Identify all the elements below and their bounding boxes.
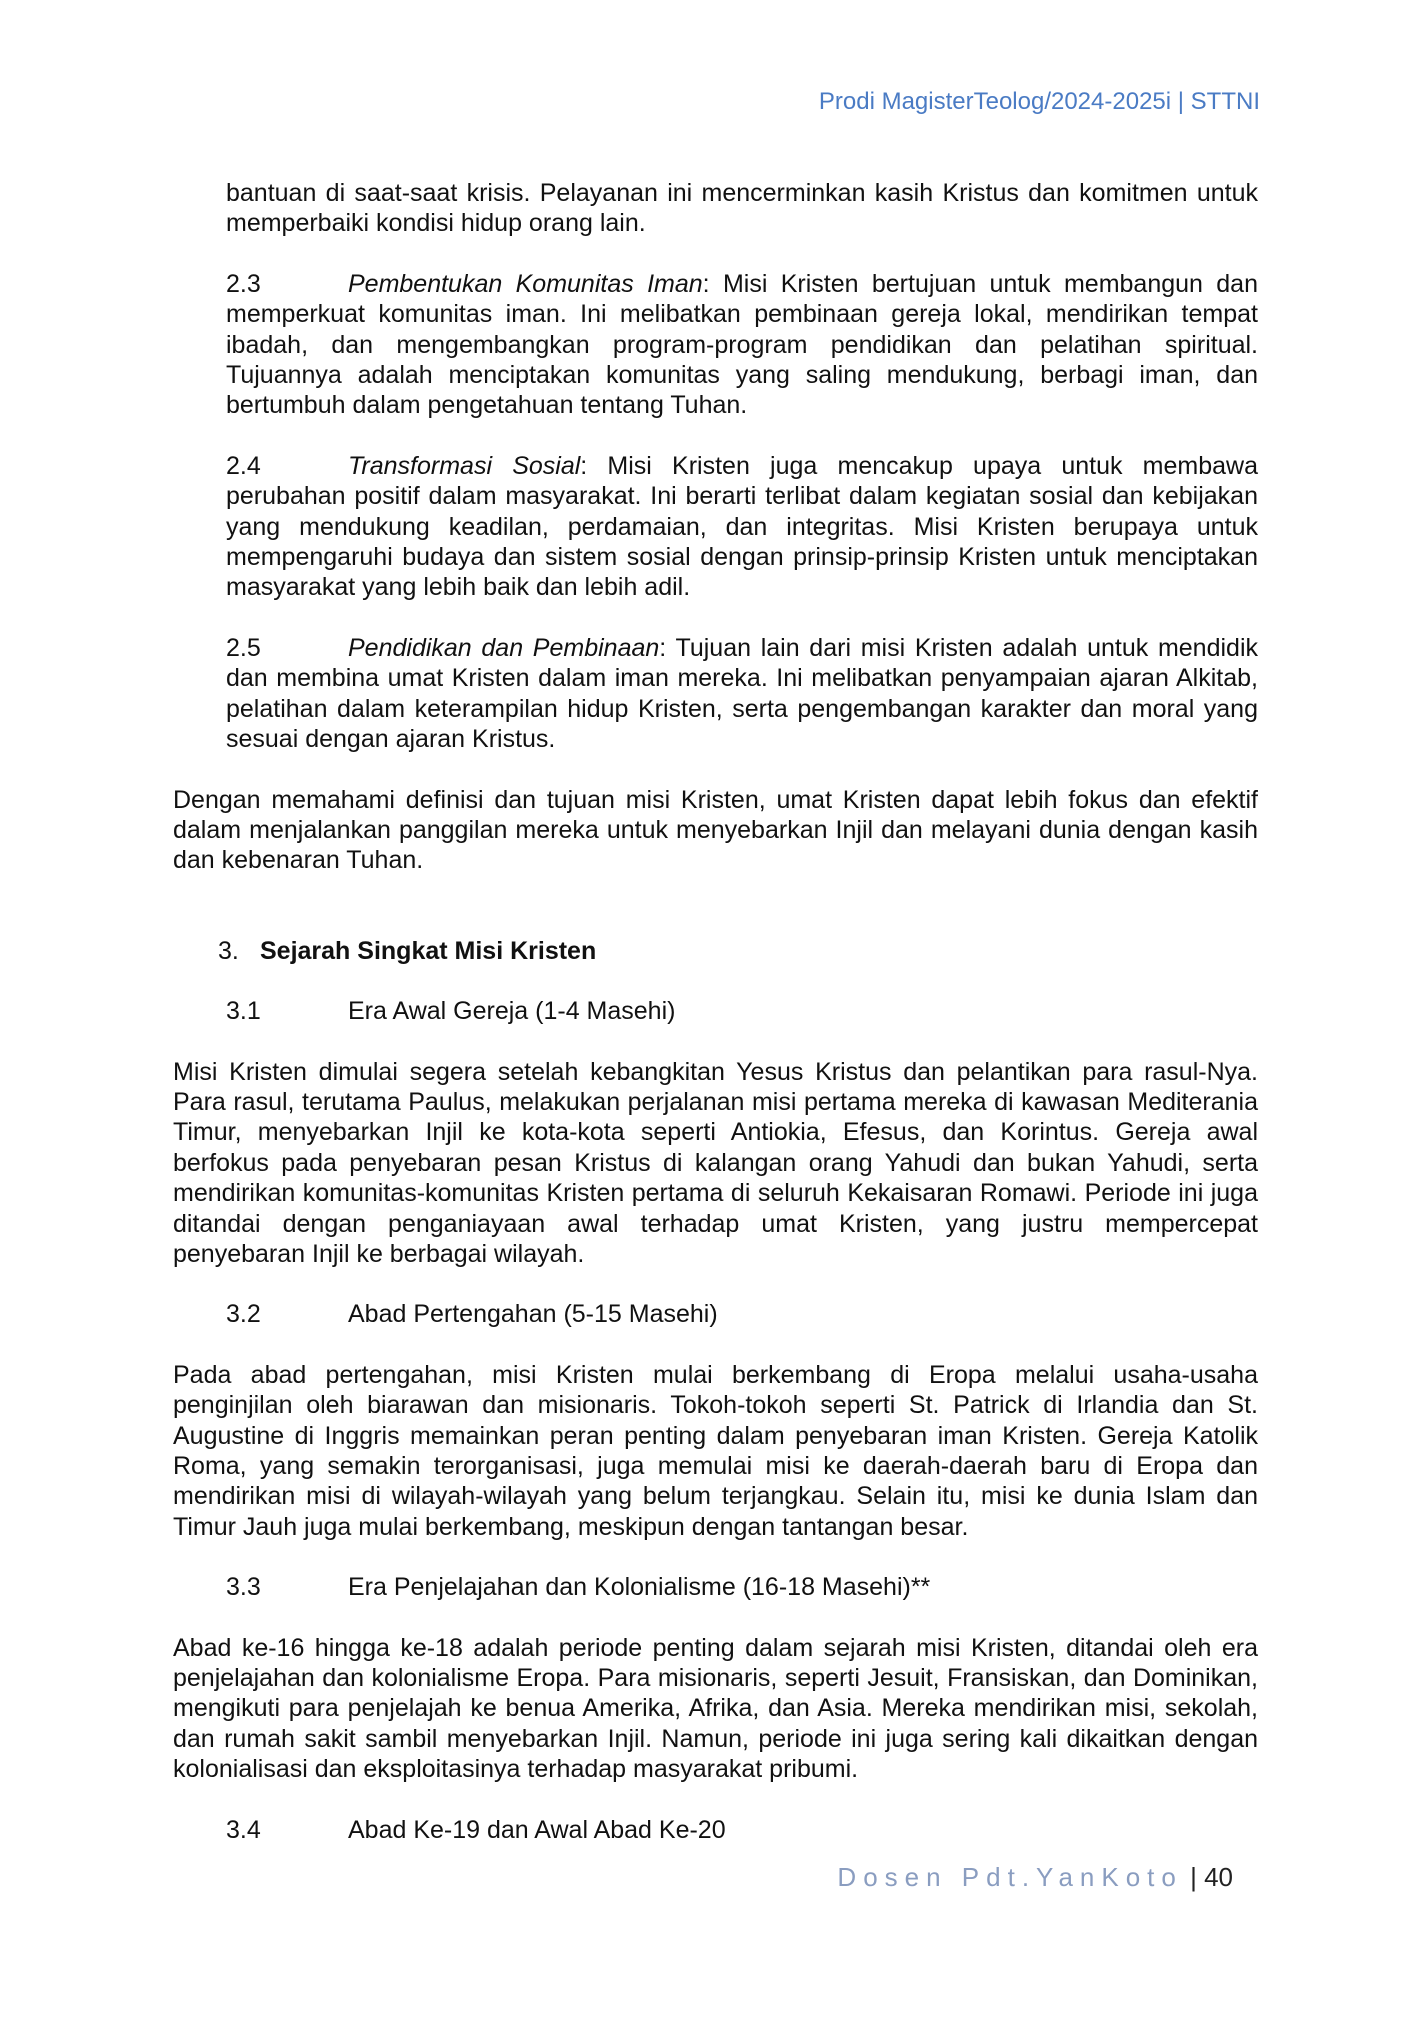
subheading-title: Abad Pertengahan (5-15 Masehi) <box>348 1300 718 1329</box>
item-text: : Tujuan lain dari misi Kristen adalah untuk mendidik dan membina umat Kristen dalam iman mereka. Ini melibatkan penyampaian ajaran Alkitab, pelatihan dalam keterampilan hidup Kristen, serta pengembangan karakter dan moral yang sesuai dengan ajaran Kristus. <box>226 633 1258 754</box>
section-heading-3 <box>218 936 1258 966</box>
item-number: 2.3 <box>226 269 261 298</box>
subheading-number: 3.1 <box>226 997 261 1026</box>
conclusion-paragraph: Dengan memahami definisi dan tujuan misi Kristen, umat Kristen dapat lebih fokus dan efektif dalam menjalankan panggilan mereka untuk menyebarkan Injil dan melayani dunia dengan kasih dan kebenaran Tuhan. <box>173 785 1258 875</box>
section-number: 3. <box>218 936 239 965</box>
subheading-3-3 <box>226 1572 1258 1602</box>
item-number: 2.5 <box>226 633 261 662</box>
footer-separator: | <box>1182 1862 1205 1892</box>
section-title: Sejarah Singkat Misi Kristen <box>260 936 597 965</box>
paragraph-3-2: Pada abad pertengahan, misi Kristen mulai berkembang di Eropa melalui usaha-usaha penginjilan oleh biarawan dan misionaris. Tokoh-tokoh seperti St. Patrick di Irlandia dan St. Augustine di Inggris memainkan peran penting dalam penyebaran iman Kristen. Gereja Katolik Roma, yang semakin terorganisasi, juga memulai misi ke daerah-daerah baru di Eropa dan mendirikan misi di wilayah-wilayah yang belum terjangkau. Selain itu, misi ke dunia Islam dan Timur Jauh juga mulai berkembang, meskipun dengan tantangan besar. <box>173 1360 1258 1541</box>
page-content <box>173 178 1258 1845</box>
page-footer <box>837 1862 1233 1893</box>
subheading-title: Abad Ke-19 dan Awal Abad Ke-20 <box>348 1815 726 1844</box>
list-item-2-5 <box>226 633 1258 755</box>
page-number: 40 <box>1204 1862 1233 1892</box>
paragraph-3-3: Abad ke-16 hingga ke-18 adalah periode penting dalam sejarah misi Kristen, ditandai oleh era penjelajahan dan kolonialisme Eropa. Para misionaris, seperti Jesuit, Fransiskan, dan Dominikan, mengikuti para penjelajah ke benua Amerika, Afrika, dan Asia. Mereka mendirikan misi, sekolah, dan rumah sakit sambil menyebarkan Injil. Namun, periode ini juga sering kali dikaitkan dengan kolonialisasi dan eksploitasinya terhadap masyarakat pribumi. <box>173 1633 1258 1784</box>
subheading-3-2 <box>226 1299 1258 1329</box>
item-term: Pendidikan dan Pembinaan <box>348 633 660 662</box>
item-text: : Misi Kristen juga mencakup upaya untuk membawa perubahan positif dalam masyarakat. Ini berarti terlibat dalam kegiatan sosial dan kebijakan yang mendukung keadilan, perdamaian, dan integritas. Misi Kristen berupaya untuk mempengaruhi budaya dan sistem sosial dengan prinsip-prinsip Kristen untuk menciptakan masyarakat yang lebih baik dan lebih adil. <box>226 451 1259 602</box>
item-term: Transformasi Sosial <box>348 451 581 480</box>
intro-paragraph: bantuan di saat-saat krisis. Pelayanan ini mencerminkan kasih Kristus dan komitmen untuk memperbaiki kondisi hidup orang lain. <box>226 179 1258 238</box>
item-term: Pembentukan Komunitas Iman <box>348 269 703 298</box>
subheading-number: 3.4 <box>226 1815 261 1844</box>
subheading-3-4 <box>226 1815 1258 1845</box>
list-item-2-3 <box>226 269 1258 421</box>
subheading-3-1 <box>226 996 1258 1026</box>
paragraph-3-1: Misi Kristen dimulai segera setelah kebangkitan Yesus Kristus dan pelantikan para rasul-Nya. Para rasul, terutama Paulus, melakukan perjalanan misi pertama mereka di kawasan Mediterania Timur, menyebarkan Injil ke kota-kota seperti Antiokia, Efesus, dan Korintus. Gereja awal berfokus pada penyebaran pesan Kristus di kalangan orang Yahudi dan bukan Yahudi, serta mendirikan komunitas-komunitas Kristen pertama di seluruh Kekaisaran Romawi. Periode ini juga ditandai dengan penganiayaan awal terhadap umat Kristen, yang justru mempercepat penyebaran Injil ke berbagai wilayah. <box>173 1057 1258 1268</box>
list-item-2-4 <box>226 451 1258 603</box>
item-text: : Misi Kristen bertujuan untuk membangun dan memperkuat komunitas iman. Ini melibatkan pembinaan gereja lokal, mendirikan tempat ibadah, dan mengembangkan program-program pendidikan dan pelatihan spiritual. Tujuannya adalah menciptakan komunitas yang saling mendukung, berbagi iman, dan bertumbuh dalam pengetahuan tentang Tuhan. <box>226 269 1258 420</box>
item-number: 2.4 <box>226 451 261 480</box>
subheading-number: 3.2 <box>226 1300 261 1329</box>
footer-author: Dosen Pdt.YanKoto <box>837 1862 1183 1892</box>
page-header: Prodi MagisterTeolog/2024-2025i | STTNI <box>818 88 1260 115</box>
subheading-number: 3.3 <box>226 1573 261 1602</box>
subheading-title: Era Penjelajahan dan Kolonialisme (16-18 Masehi)** <box>348 1573 931 1602</box>
subheading-title: Era Awal Gereja (1-4 Masehi) <box>348 997 676 1026</box>
